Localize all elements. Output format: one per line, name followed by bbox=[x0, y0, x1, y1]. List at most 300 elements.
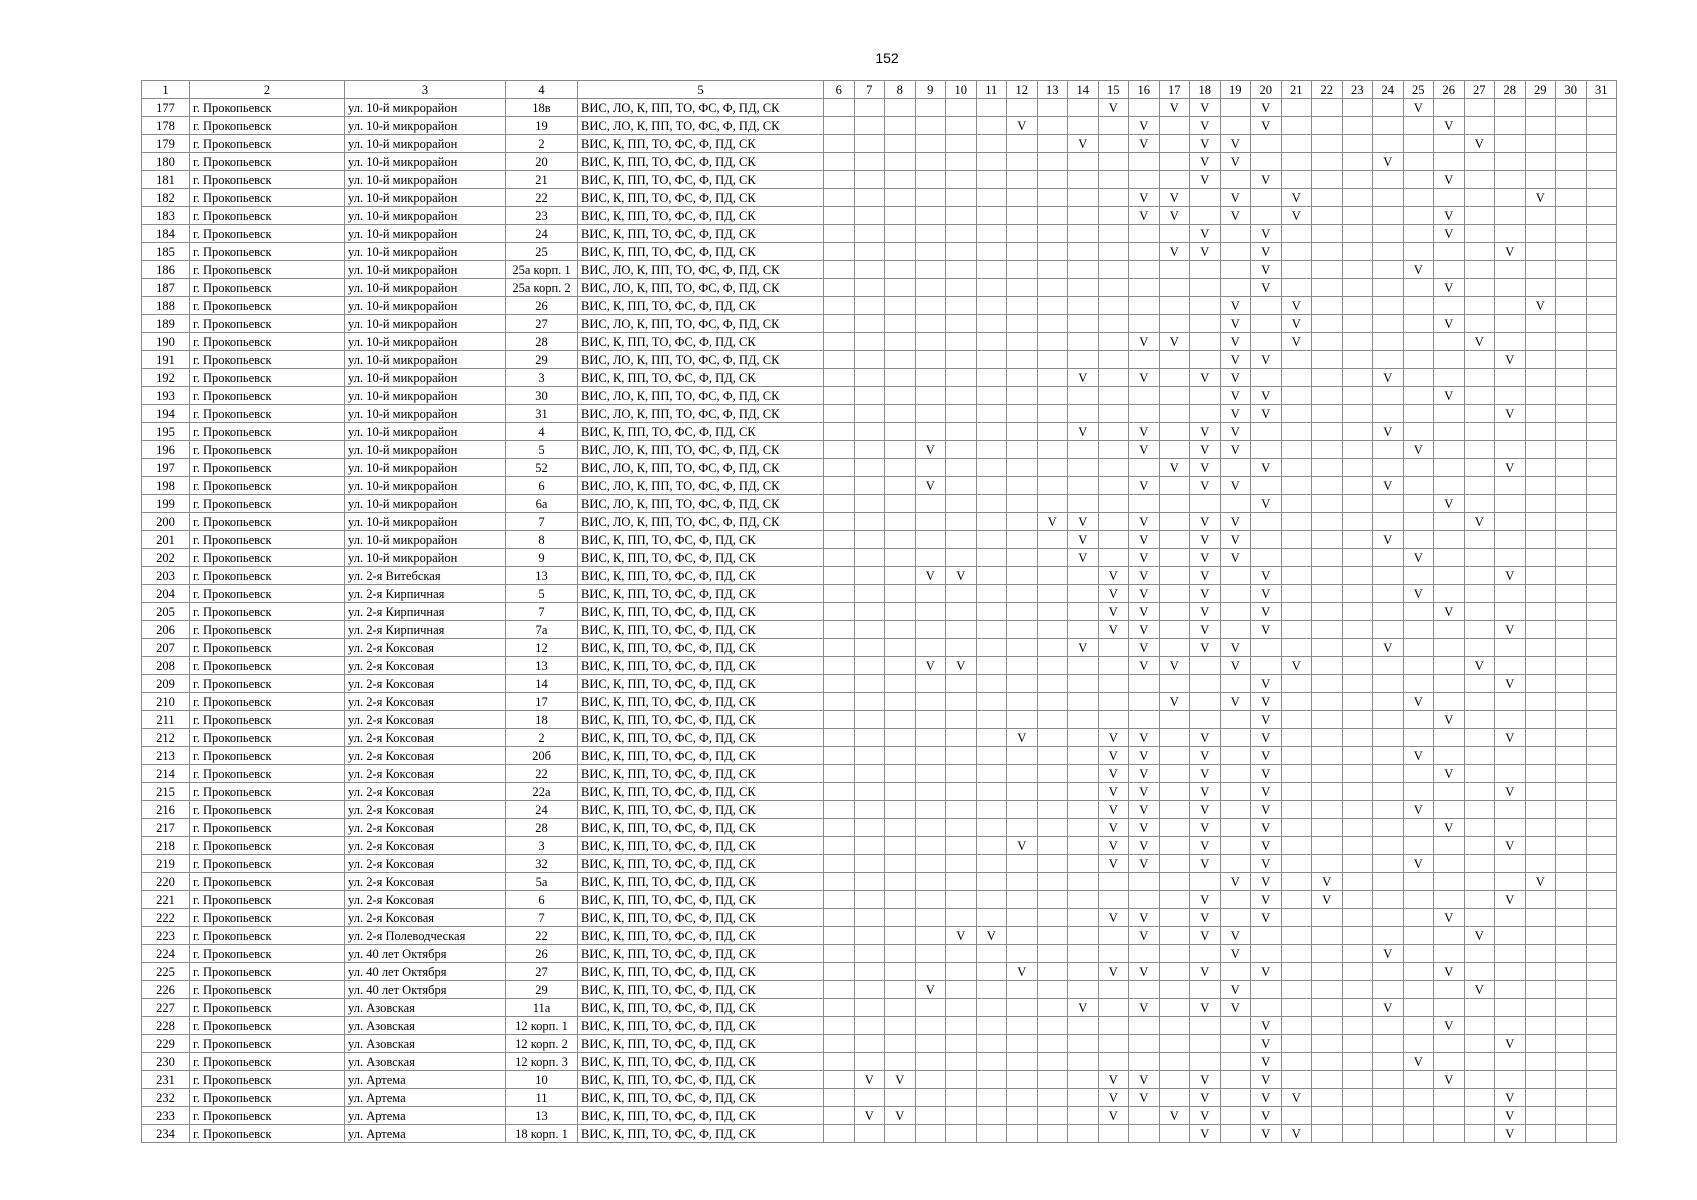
day-16-cell: V bbox=[1129, 855, 1160, 873]
day-25-cell bbox=[1403, 639, 1434, 657]
day-21-cell bbox=[1281, 1035, 1312, 1053]
day-25-cell bbox=[1403, 459, 1434, 477]
day-25-cell bbox=[1403, 387, 1434, 405]
day-14-cell bbox=[1068, 117, 1099, 135]
day-13-cell bbox=[1037, 135, 1068, 153]
day-20-cell: V bbox=[1251, 225, 1282, 243]
day-21-cell bbox=[1281, 1053, 1312, 1071]
day-16-cell bbox=[1129, 1017, 1160, 1035]
day-6-cell bbox=[824, 693, 855, 711]
day-10-cell bbox=[946, 765, 977, 783]
column-header-14: 14 bbox=[1068, 81, 1099, 99]
day-15-cell: V bbox=[1098, 603, 1129, 621]
day-14-cell bbox=[1068, 981, 1099, 999]
day-16-cell: V bbox=[1129, 567, 1160, 585]
day-22-cell bbox=[1312, 459, 1343, 477]
day-20-cell: V bbox=[1251, 1107, 1282, 1125]
day-26-cell bbox=[1434, 729, 1465, 747]
table-row bbox=[142, 603, 1617, 621]
day-17-cell bbox=[1159, 639, 1190, 657]
day-17-cell bbox=[1159, 837, 1190, 855]
table-row bbox=[142, 333, 1617, 351]
day-28-cell bbox=[1495, 117, 1526, 135]
table-row bbox=[142, 765, 1617, 783]
day-24-cell bbox=[1373, 891, 1404, 909]
day-28-cell bbox=[1495, 801, 1526, 819]
day-22-cell bbox=[1312, 387, 1343, 405]
day-12-cell bbox=[1007, 1107, 1038, 1125]
day-10-cell bbox=[946, 603, 977, 621]
day-14-cell bbox=[1068, 855, 1099, 873]
day-8-cell bbox=[885, 909, 916, 927]
column-header-27: 27 bbox=[1464, 81, 1495, 99]
day-19-cell: V bbox=[1220, 981, 1251, 999]
works-cell: ВИС, К, ПП, ТО, ФС, Ф, ПД, СК bbox=[578, 801, 824, 819]
day-23-cell bbox=[1342, 891, 1373, 909]
street-cell: ул. 2-я Коксовая bbox=[345, 801, 506, 819]
day-26-cell bbox=[1434, 675, 1465, 693]
day-15-cell: V bbox=[1098, 1107, 1129, 1125]
day-31-cell bbox=[1586, 225, 1617, 243]
day-16-cell: V bbox=[1129, 747, 1160, 765]
day-21-cell bbox=[1281, 981, 1312, 999]
street-cell: ул. 2-я Коксовая bbox=[345, 765, 506, 783]
works-cell: ВИС, К, ПП, ТО, ФС, Ф, ПД, СК bbox=[578, 189, 824, 207]
street-cell: ул. 2-я Коксовая bbox=[345, 747, 506, 765]
day-20-cell bbox=[1251, 513, 1282, 531]
day-28-cell bbox=[1495, 153, 1526, 171]
day-19-cell bbox=[1220, 567, 1251, 585]
house-cell: 30 bbox=[506, 387, 578, 405]
street-cell: ул. 10-й микрорайон bbox=[345, 189, 506, 207]
day-8-cell bbox=[885, 567, 916, 585]
day-26-cell bbox=[1434, 513, 1465, 531]
day-17-cell bbox=[1159, 1053, 1190, 1071]
day-21-cell bbox=[1281, 261, 1312, 279]
day-28-cell: V bbox=[1495, 675, 1526, 693]
day-25-cell: V bbox=[1403, 855, 1434, 873]
day-31-cell bbox=[1586, 801, 1617, 819]
day-22-cell bbox=[1312, 243, 1343, 261]
day-8-cell bbox=[885, 333, 916, 351]
day-12-cell bbox=[1007, 333, 1038, 351]
city-cell: г. Прокопьевск bbox=[190, 117, 345, 135]
day-31-cell bbox=[1586, 963, 1617, 981]
day-30-cell bbox=[1556, 315, 1587, 333]
day-27-cell bbox=[1464, 1125, 1495, 1143]
day-17-cell bbox=[1159, 711, 1190, 729]
table-row bbox=[142, 207, 1617, 225]
day-22-cell bbox=[1312, 711, 1343, 729]
day-22-cell bbox=[1312, 225, 1343, 243]
city-cell: г. Прокопьевск bbox=[190, 765, 345, 783]
day-7-cell bbox=[854, 675, 885, 693]
day-9-cell bbox=[915, 963, 946, 981]
day-18-cell bbox=[1190, 873, 1221, 891]
day-17-cell bbox=[1159, 891, 1190, 909]
table-row bbox=[142, 1089, 1617, 1107]
day-16-cell bbox=[1129, 351, 1160, 369]
day-21-cell: V bbox=[1281, 333, 1312, 351]
day-21-cell bbox=[1281, 801, 1312, 819]
city-cell: г. Прокопьевск bbox=[190, 423, 345, 441]
day-31-cell bbox=[1586, 135, 1617, 153]
day-30-cell bbox=[1556, 729, 1587, 747]
day-17-cell bbox=[1159, 585, 1190, 603]
day-10-cell bbox=[946, 513, 977, 531]
day-27-cell: V bbox=[1464, 927, 1495, 945]
day-26-cell: V bbox=[1434, 117, 1465, 135]
day-22-cell bbox=[1312, 909, 1343, 927]
day-27-cell bbox=[1464, 621, 1495, 639]
day-24-cell bbox=[1373, 405, 1404, 423]
city-cell: г. Прокопьевск bbox=[190, 531, 345, 549]
day-13-cell bbox=[1037, 837, 1068, 855]
day-8-cell bbox=[885, 189, 916, 207]
day-29-cell: V bbox=[1525, 297, 1556, 315]
day-7-cell bbox=[854, 1089, 885, 1107]
day-30-cell bbox=[1556, 657, 1587, 675]
day-15-cell: V bbox=[1098, 909, 1129, 927]
day-12-cell bbox=[1007, 1053, 1038, 1071]
day-13-cell bbox=[1037, 351, 1068, 369]
day-31-cell bbox=[1586, 837, 1617, 855]
day-30-cell bbox=[1556, 747, 1587, 765]
day-15-cell bbox=[1098, 477, 1129, 495]
table-row bbox=[142, 261, 1617, 279]
day-29-cell bbox=[1525, 1125, 1556, 1143]
day-16-cell bbox=[1129, 495, 1160, 513]
house-cell: 11а bbox=[506, 999, 578, 1017]
table-row bbox=[142, 189, 1617, 207]
day-9-cell bbox=[915, 549, 946, 567]
day-14-cell bbox=[1068, 297, 1099, 315]
day-16-cell bbox=[1129, 675, 1160, 693]
day-28-cell bbox=[1495, 1071, 1526, 1089]
day-25-cell bbox=[1403, 279, 1434, 297]
day-10-cell bbox=[946, 693, 977, 711]
row-number: 220 bbox=[142, 873, 190, 891]
day-16-cell: V bbox=[1129, 765, 1160, 783]
day-14-cell bbox=[1068, 729, 1099, 747]
day-25-cell bbox=[1403, 1017, 1434, 1035]
day-16-cell: V bbox=[1129, 1089, 1160, 1107]
city-cell: г. Прокопьевск bbox=[190, 153, 345, 171]
day-8-cell bbox=[885, 549, 916, 567]
day-29-cell bbox=[1525, 855, 1556, 873]
day-8-cell bbox=[885, 783, 916, 801]
day-22-cell bbox=[1312, 171, 1343, 189]
day-7-cell bbox=[854, 963, 885, 981]
street-cell: ул. 10-й микрорайон bbox=[345, 315, 506, 333]
day-31-cell bbox=[1586, 189, 1617, 207]
day-10-cell bbox=[946, 189, 977, 207]
day-14-cell bbox=[1068, 963, 1099, 981]
day-30-cell bbox=[1556, 477, 1587, 495]
day-23-cell bbox=[1342, 297, 1373, 315]
day-8-cell bbox=[885, 423, 916, 441]
day-30-cell bbox=[1556, 603, 1587, 621]
column-header-20: 20 bbox=[1251, 81, 1282, 99]
day-27-cell bbox=[1464, 207, 1495, 225]
day-10-cell bbox=[946, 369, 977, 387]
day-18-cell: V bbox=[1190, 423, 1221, 441]
day-9-cell bbox=[915, 99, 946, 117]
day-15-cell bbox=[1098, 999, 1129, 1017]
day-6-cell bbox=[824, 981, 855, 999]
works-cell: ВИС, К, ПП, ТО, ФС, Ф, ПД, СК bbox=[578, 981, 824, 999]
day-9-cell bbox=[915, 459, 946, 477]
day-21-cell bbox=[1281, 279, 1312, 297]
house-cell: 26 bbox=[506, 297, 578, 315]
row-number: 232 bbox=[142, 1089, 190, 1107]
day-8-cell bbox=[885, 153, 916, 171]
day-14-cell bbox=[1068, 333, 1099, 351]
day-24-cell bbox=[1373, 315, 1404, 333]
table-row bbox=[142, 549, 1617, 567]
day-16-cell: V bbox=[1129, 1071, 1160, 1089]
day-25-cell bbox=[1403, 315, 1434, 333]
day-8-cell bbox=[885, 765, 916, 783]
day-18-cell: V bbox=[1190, 1107, 1221, 1125]
day-9-cell bbox=[915, 747, 946, 765]
table-row bbox=[142, 369, 1617, 387]
day-11-cell bbox=[976, 783, 1007, 801]
day-31-cell bbox=[1586, 477, 1617, 495]
day-31-cell bbox=[1586, 333, 1617, 351]
city-cell: г. Прокопьевск bbox=[190, 621, 345, 639]
day-8-cell bbox=[885, 981, 916, 999]
day-16-cell: V bbox=[1129, 513, 1160, 531]
day-12-cell bbox=[1007, 1089, 1038, 1107]
day-7-cell bbox=[854, 855, 885, 873]
city-cell: г. Прокопьевск bbox=[190, 387, 345, 405]
day-11-cell bbox=[976, 405, 1007, 423]
day-23-cell bbox=[1342, 927, 1373, 945]
day-25-cell: V bbox=[1403, 99, 1434, 117]
day-17-cell: V bbox=[1159, 1107, 1190, 1125]
day-21-cell bbox=[1281, 387, 1312, 405]
day-9-cell bbox=[915, 315, 946, 333]
day-24-cell bbox=[1373, 117, 1404, 135]
city-cell: г. Прокопьевск bbox=[190, 747, 345, 765]
table-row bbox=[142, 873, 1617, 891]
day-17-cell bbox=[1159, 819, 1190, 837]
day-10-cell bbox=[946, 963, 977, 981]
city-cell: г. Прокопьевск bbox=[190, 1107, 345, 1125]
day-30-cell bbox=[1556, 387, 1587, 405]
day-10-cell bbox=[946, 1017, 977, 1035]
row-number: 185 bbox=[142, 243, 190, 261]
street-cell: ул. Азовская bbox=[345, 1035, 506, 1053]
day-7-cell bbox=[854, 1125, 885, 1143]
table-row bbox=[142, 675, 1617, 693]
day-22-cell bbox=[1312, 783, 1343, 801]
day-17-cell bbox=[1159, 1017, 1190, 1035]
street-cell: ул. 2-я Коксовая bbox=[345, 855, 506, 873]
day-6-cell bbox=[824, 459, 855, 477]
day-26-cell bbox=[1434, 981, 1465, 999]
city-cell: г. Прокопьевск bbox=[190, 171, 345, 189]
day-9-cell bbox=[915, 855, 946, 873]
day-20-cell bbox=[1251, 927, 1282, 945]
day-6-cell bbox=[824, 333, 855, 351]
house-cell: 22 bbox=[506, 927, 578, 945]
day-6-cell bbox=[824, 639, 855, 657]
works-cell: ВИС, ЛО, К, ПП, ТО, ФС, Ф, ПД, СК bbox=[578, 279, 824, 297]
day-6-cell bbox=[824, 711, 855, 729]
works-cell: ВИС, К, ПП, ТО, ФС, Ф, ПД, СК bbox=[578, 639, 824, 657]
day-28-cell: V bbox=[1495, 783, 1526, 801]
table-row bbox=[142, 1071, 1617, 1089]
day-19-cell bbox=[1220, 963, 1251, 981]
works-cell: ВИС, К, ПП, ТО, ФС, Ф, ПД, СК bbox=[578, 999, 824, 1017]
day-6-cell bbox=[824, 909, 855, 927]
day-15-cell bbox=[1098, 423, 1129, 441]
day-29-cell bbox=[1525, 621, 1556, 639]
column-header-26: 26 bbox=[1434, 81, 1465, 99]
day-30-cell bbox=[1556, 783, 1587, 801]
day-21-cell bbox=[1281, 513, 1312, 531]
day-24-cell bbox=[1373, 549, 1404, 567]
day-27-cell: V bbox=[1464, 135, 1495, 153]
day-12-cell bbox=[1007, 405, 1038, 423]
table-row bbox=[142, 729, 1617, 747]
table-row bbox=[142, 585, 1617, 603]
day-26-cell bbox=[1434, 657, 1465, 675]
day-6-cell bbox=[824, 837, 855, 855]
day-23-cell bbox=[1342, 729, 1373, 747]
day-10-cell bbox=[946, 225, 977, 243]
day-30-cell bbox=[1556, 207, 1587, 225]
day-31-cell bbox=[1586, 783, 1617, 801]
works-cell: ВИС, К, ПП, ТО, ФС, Ф, ПД, СК bbox=[578, 819, 824, 837]
day-23-cell bbox=[1342, 495, 1373, 513]
day-19-cell: V bbox=[1220, 945, 1251, 963]
day-16-cell: V bbox=[1129, 999, 1160, 1017]
day-30-cell bbox=[1556, 1125, 1587, 1143]
day-10-cell bbox=[946, 621, 977, 639]
day-14-cell: V bbox=[1068, 549, 1099, 567]
day-25-cell bbox=[1403, 1035, 1434, 1053]
day-28-cell bbox=[1495, 927, 1526, 945]
day-27-cell bbox=[1464, 675, 1495, 693]
day-31-cell bbox=[1586, 441, 1617, 459]
house-cell: 31 bbox=[506, 405, 578, 423]
day-29-cell bbox=[1525, 981, 1556, 999]
day-28-cell: V bbox=[1495, 567, 1526, 585]
day-21-cell: V bbox=[1281, 189, 1312, 207]
day-12-cell bbox=[1007, 189, 1038, 207]
day-24-cell bbox=[1373, 1125, 1404, 1143]
day-11-cell bbox=[976, 477, 1007, 495]
day-7-cell bbox=[854, 603, 885, 621]
day-7-cell bbox=[854, 495, 885, 513]
day-11-cell bbox=[976, 567, 1007, 585]
day-23-cell bbox=[1342, 99, 1373, 117]
day-23-cell bbox=[1342, 999, 1373, 1017]
day-10-cell bbox=[946, 1089, 977, 1107]
day-27-cell bbox=[1464, 441, 1495, 459]
day-26-cell bbox=[1434, 189, 1465, 207]
day-25-cell bbox=[1403, 909, 1434, 927]
street-cell: ул. 10-й микрорайон bbox=[345, 405, 506, 423]
house-cell: 12 корп. 3 bbox=[506, 1053, 578, 1071]
day-11-cell: V bbox=[976, 927, 1007, 945]
day-7-cell bbox=[854, 639, 885, 657]
street-cell: ул. Азовская bbox=[345, 1053, 506, 1071]
day-30-cell bbox=[1556, 585, 1587, 603]
day-25-cell bbox=[1403, 1071, 1434, 1089]
day-14-cell bbox=[1068, 1053, 1099, 1071]
day-26-cell bbox=[1434, 585, 1465, 603]
city-cell: г. Прокопьевск bbox=[190, 801, 345, 819]
day-8-cell bbox=[885, 621, 916, 639]
street-cell: ул. 10-й микрорайон bbox=[345, 99, 506, 117]
day-15-cell: V bbox=[1098, 1089, 1129, 1107]
day-31-cell bbox=[1586, 1125, 1617, 1143]
day-30-cell bbox=[1556, 1089, 1587, 1107]
day-6-cell bbox=[824, 315, 855, 333]
day-7-cell bbox=[854, 1035, 885, 1053]
day-13-cell bbox=[1037, 297, 1068, 315]
day-19-cell bbox=[1220, 1125, 1251, 1143]
day-10-cell bbox=[946, 459, 977, 477]
day-28-cell: V bbox=[1495, 891, 1526, 909]
day-31-cell bbox=[1586, 1035, 1617, 1053]
day-21-cell bbox=[1281, 405, 1312, 423]
day-20-cell: V bbox=[1251, 567, 1282, 585]
day-21-cell: V bbox=[1281, 1089, 1312, 1107]
day-6-cell bbox=[824, 855, 855, 873]
street-cell: ул. 10-й микрорайон bbox=[345, 549, 506, 567]
day-9-cell bbox=[915, 1035, 946, 1053]
day-14-cell bbox=[1068, 315, 1099, 333]
day-25-cell bbox=[1403, 405, 1434, 423]
day-15-cell bbox=[1098, 117, 1129, 135]
day-10-cell bbox=[946, 207, 977, 225]
day-13-cell bbox=[1037, 981, 1068, 999]
day-16-cell: V bbox=[1129, 621, 1160, 639]
day-29-cell bbox=[1525, 909, 1556, 927]
day-18-cell bbox=[1190, 711, 1221, 729]
day-15-cell bbox=[1098, 549, 1129, 567]
day-12-cell bbox=[1007, 135, 1038, 153]
day-12-cell bbox=[1007, 1035, 1038, 1053]
day-20-cell bbox=[1251, 639, 1282, 657]
day-23-cell bbox=[1342, 783, 1373, 801]
day-8-cell bbox=[885, 855, 916, 873]
day-30-cell bbox=[1556, 549, 1587, 567]
day-18-cell: V bbox=[1190, 225, 1221, 243]
day-10-cell bbox=[946, 477, 977, 495]
day-11-cell bbox=[976, 855, 1007, 873]
day-6-cell bbox=[824, 801, 855, 819]
day-28-cell bbox=[1495, 261, 1526, 279]
day-29-cell bbox=[1525, 207, 1556, 225]
day-15-cell bbox=[1098, 1035, 1129, 1053]
house-cell: 25а корп. 2 bbox=[506, 279, 578, 297]
day-14-cell bbox=[1068, 477, 1099, 495]
day-15-cell bbox=[1098, 297, 1129, 315]
day-11-cell bbox=[976, 369, 1007, 387]
row-number: 233 bbox=[142, 1107, 190, 1125]
day-19-cell bbox=[1220, 603, 1251, 621]
table-row bbox=[142, 243, 1617, 261]
street-cell: ул. 10-й микрорайон bbox=[345, 135, 506, 153]
day-15-cell bbox=[1098, 441, 1129, 459]
day-24-cell bbox=[1373, 135, 1404, 153]
